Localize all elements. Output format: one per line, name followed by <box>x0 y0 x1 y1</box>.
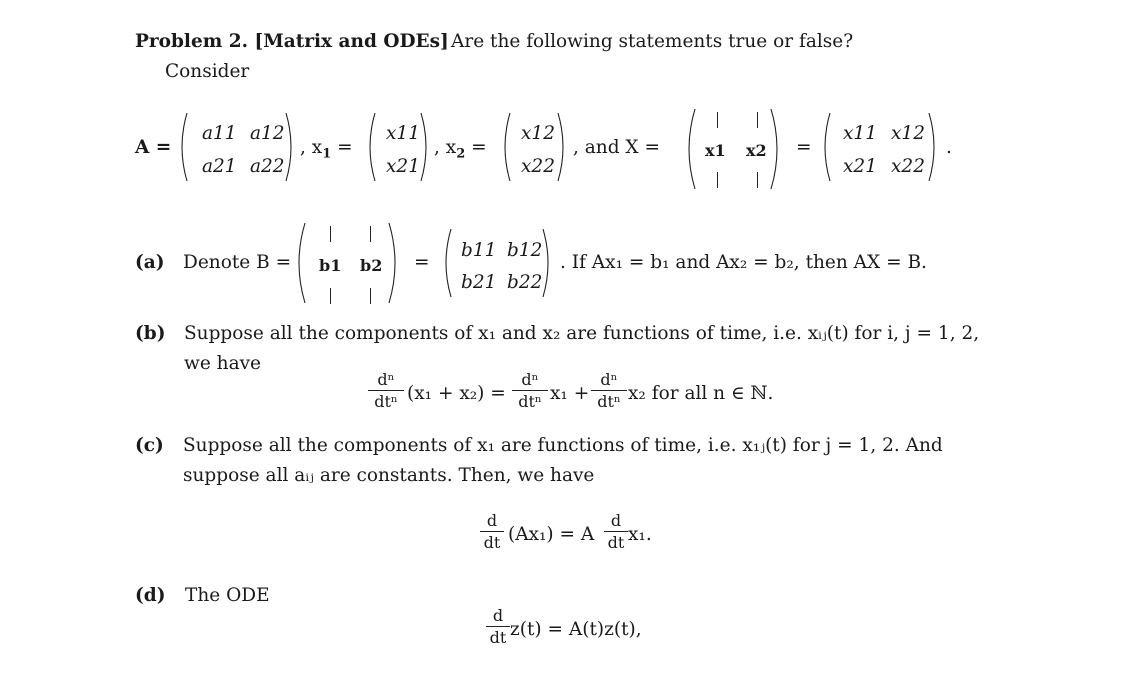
equation-mid: x₁ + <box>550 383 590 404</box>
numerator: dⁿ <box>521 370 539 389</box>
denominator: dt <box>607 533 625 552</box>
fraction-bar <box>486 626 510 627</box>
separator: , x <box>300 137 323 158</box>
column-bar <box>717 112 718 128</box>
part-c-text: suppose all aᵢⱼ are constants. Then, we have <box>183 465 595 486</box>
period: . <box>946 137 952 158</box>
column-b1: b1 <box>319 256 342 275</box>
derivative-operator <box>480 511 504 552</box>
part-a-statement: . If Ax₁ = b₁ and Ax₂ = b₂, then AX = B. <box>560 252 927 273</box>
denote-B-label: Denote B = <box>183 252 292 273</box>
equation-lhs: (x₁ + x₂) = <box>407 383 506 404</box>
derivative-operator <box>486 606 510 647</box>
denominator: dtⁿ <box>374 392 398 411</box>
denominator: dtⁿ <box>518 392 542 411</box>
derivative-operator <box>368 370 404 411</box>
part-d-label: (d) <box>135 585 166 606</box>
numerator: dⁿ <box>600 370 618 389</box>
derivative-operator <box>512 370 548 411</box>
part-b-label: (b) <box>135 323 166 344</box>
matrix-entry: a11 <box>202 123 237 144</box>
x2-label <box>434 137 487 162</box>
left-paren <box>499 112 511 182</box>
left-paren <box>292 222 306 304</box>
column-x2: x2 <box>746 141 767 160</box>
matrix-entry: x21 <box>843 156 877 177</box>
part-a-label: (a) <box>135 252 165 273</box>
right-paren <box>420 112 432 182</box>
part-d-text: The ODE <box>185 585 270 606</box>
column-b2: b2 <box>360 256 383 275</box>
fraction-bar <box>604 531 628 532</box>
column-bar <box>330 288 331 304</box>
right-paren <box>557 112 569 182</box>
subscript: 2 <box>456 146 466 162</box>
ode-equation: z(t) = A(t)z(t), <box>510 619 642 640</box>
vector-entry: x11 <box>386 123 420 144</box>
left-paren <box>819 112 831 182</box>
equals: = <box>465 137 487 158</box>
right-paren <box>285 112 297 182</box>
matrix-entry: x12 <box>891 123 925 144</box>
numerator: d <box>486 511 498 530</box>
left-paren <box>682 108 696 190</box>
equation-rhs: x₂ for all n ∈ ℕ. <box>628 383 774 404</box>
part-b-text: we have <box>184 353 262 374</box>
problem-intro: Are the following statements true or false? <box>451 31 854 52</box>
equals: = <box>796 137 812 158</box>
fraction-bar <box>591 390 627 391</box>
equation-rhs: x₁. <box>628 524 652 545</box>
matrix-entry: b11 <box>461 240 497 261</box>
matrix-entry: b22 <box>507 272 543 293</box>
fraction-bar <box>512 390 548 391</box>
column-bar <box>330 226 331 242</box>
numerator: d <box>610 511 622 530</box>
subscript: 1 <box>322 146 332 162</box>
column-x1: x1 <box>705 141 726 160</box>
part-c-text: Suppose all the components of x₁ are functions of time, i.e. x₁ⱼ(t) for j = 1, 2. And <box>183 435 943 456</box>
denominator: dtⁿ <box>597 392 621 411</box>
equals: = <box>414 252 430 273</box>
problem-title: Problem 2. [Matrix and ODEs] <box>135 31 449 52</box>
right-paren <box>542 228 554 298</box>
vector-entry: x12 <box>521 123 555 144</box>
denominator: dt <box>483 533 501 552</box>
and-X-label: , and X = <box>573 137 660 158</box>
x1-label <box>300 137 353 162</box>
part-c-label: (c) <box>135 435 164 456</box>
derivative-operator <box>591 370 627 411</box>
equals: = <box>331 137 353 158</box>
vector-entry: x22 <box>521 156 555 177</box>
matrix-entry: x22 <box>891 156 925 177</box>
matrix-entry: a12 <box>250 123 285 144</box>
numerator: d <box>492 606 504 625</box>
column-bar <box>757 112 758 128</box>
fraction-bar <box>480 531 504 532</box>
left-paren <box>440 228 452 298</box>
column-bar <box>370 226 371 242</box>
column-bar <box>370 288 371 304</box>
matrix-entry: a21 <box>202 156 237 177</box>
fraction-bar <box>368 390 404 391</box>
equation-lhs: (Ax₁) = A <box>508 524 595 545</box>
right-paren <box>928 112 940 182</box>
right-paren <box>388 222 402 304</box>
left-paren <box>176 112 188 182</box>
A-label: A = <box>135 137 172 158</box>
matrix-entry: b12 <box>507 240 543 261</box>
matrix-entry: b21 <box>461 272 497 293</box>
matrix-entry: x11 <box>843 123 877 144</box>
left-paren <box>364 112 376 182</box>
column-bar <box>717 172 718 188</box>
separator: , x <box>434 137 457 158</box>
derivative-operator <box>604 511 628 552</box>
vector-entry: x21 <box>386 156 420 177</box>
numerator: dⁿ <box>377 370 395 389</box>
part-b-text: Suppose all the components of x₁ and x₂ are functions of time, i.e. xᵢⱼ(t) for i, j = 1, 2, <box>184 323 980 344</box>
column-bar <box>757 172 758 188</box>
consider-text: Consider <box>165 61 250 82</box>
matrix-entry: a22 <box>250 156 285 177</box>
right-paren <box>770 108 784 190</box>
denominator: dt <box>489 628 507 647</box>
